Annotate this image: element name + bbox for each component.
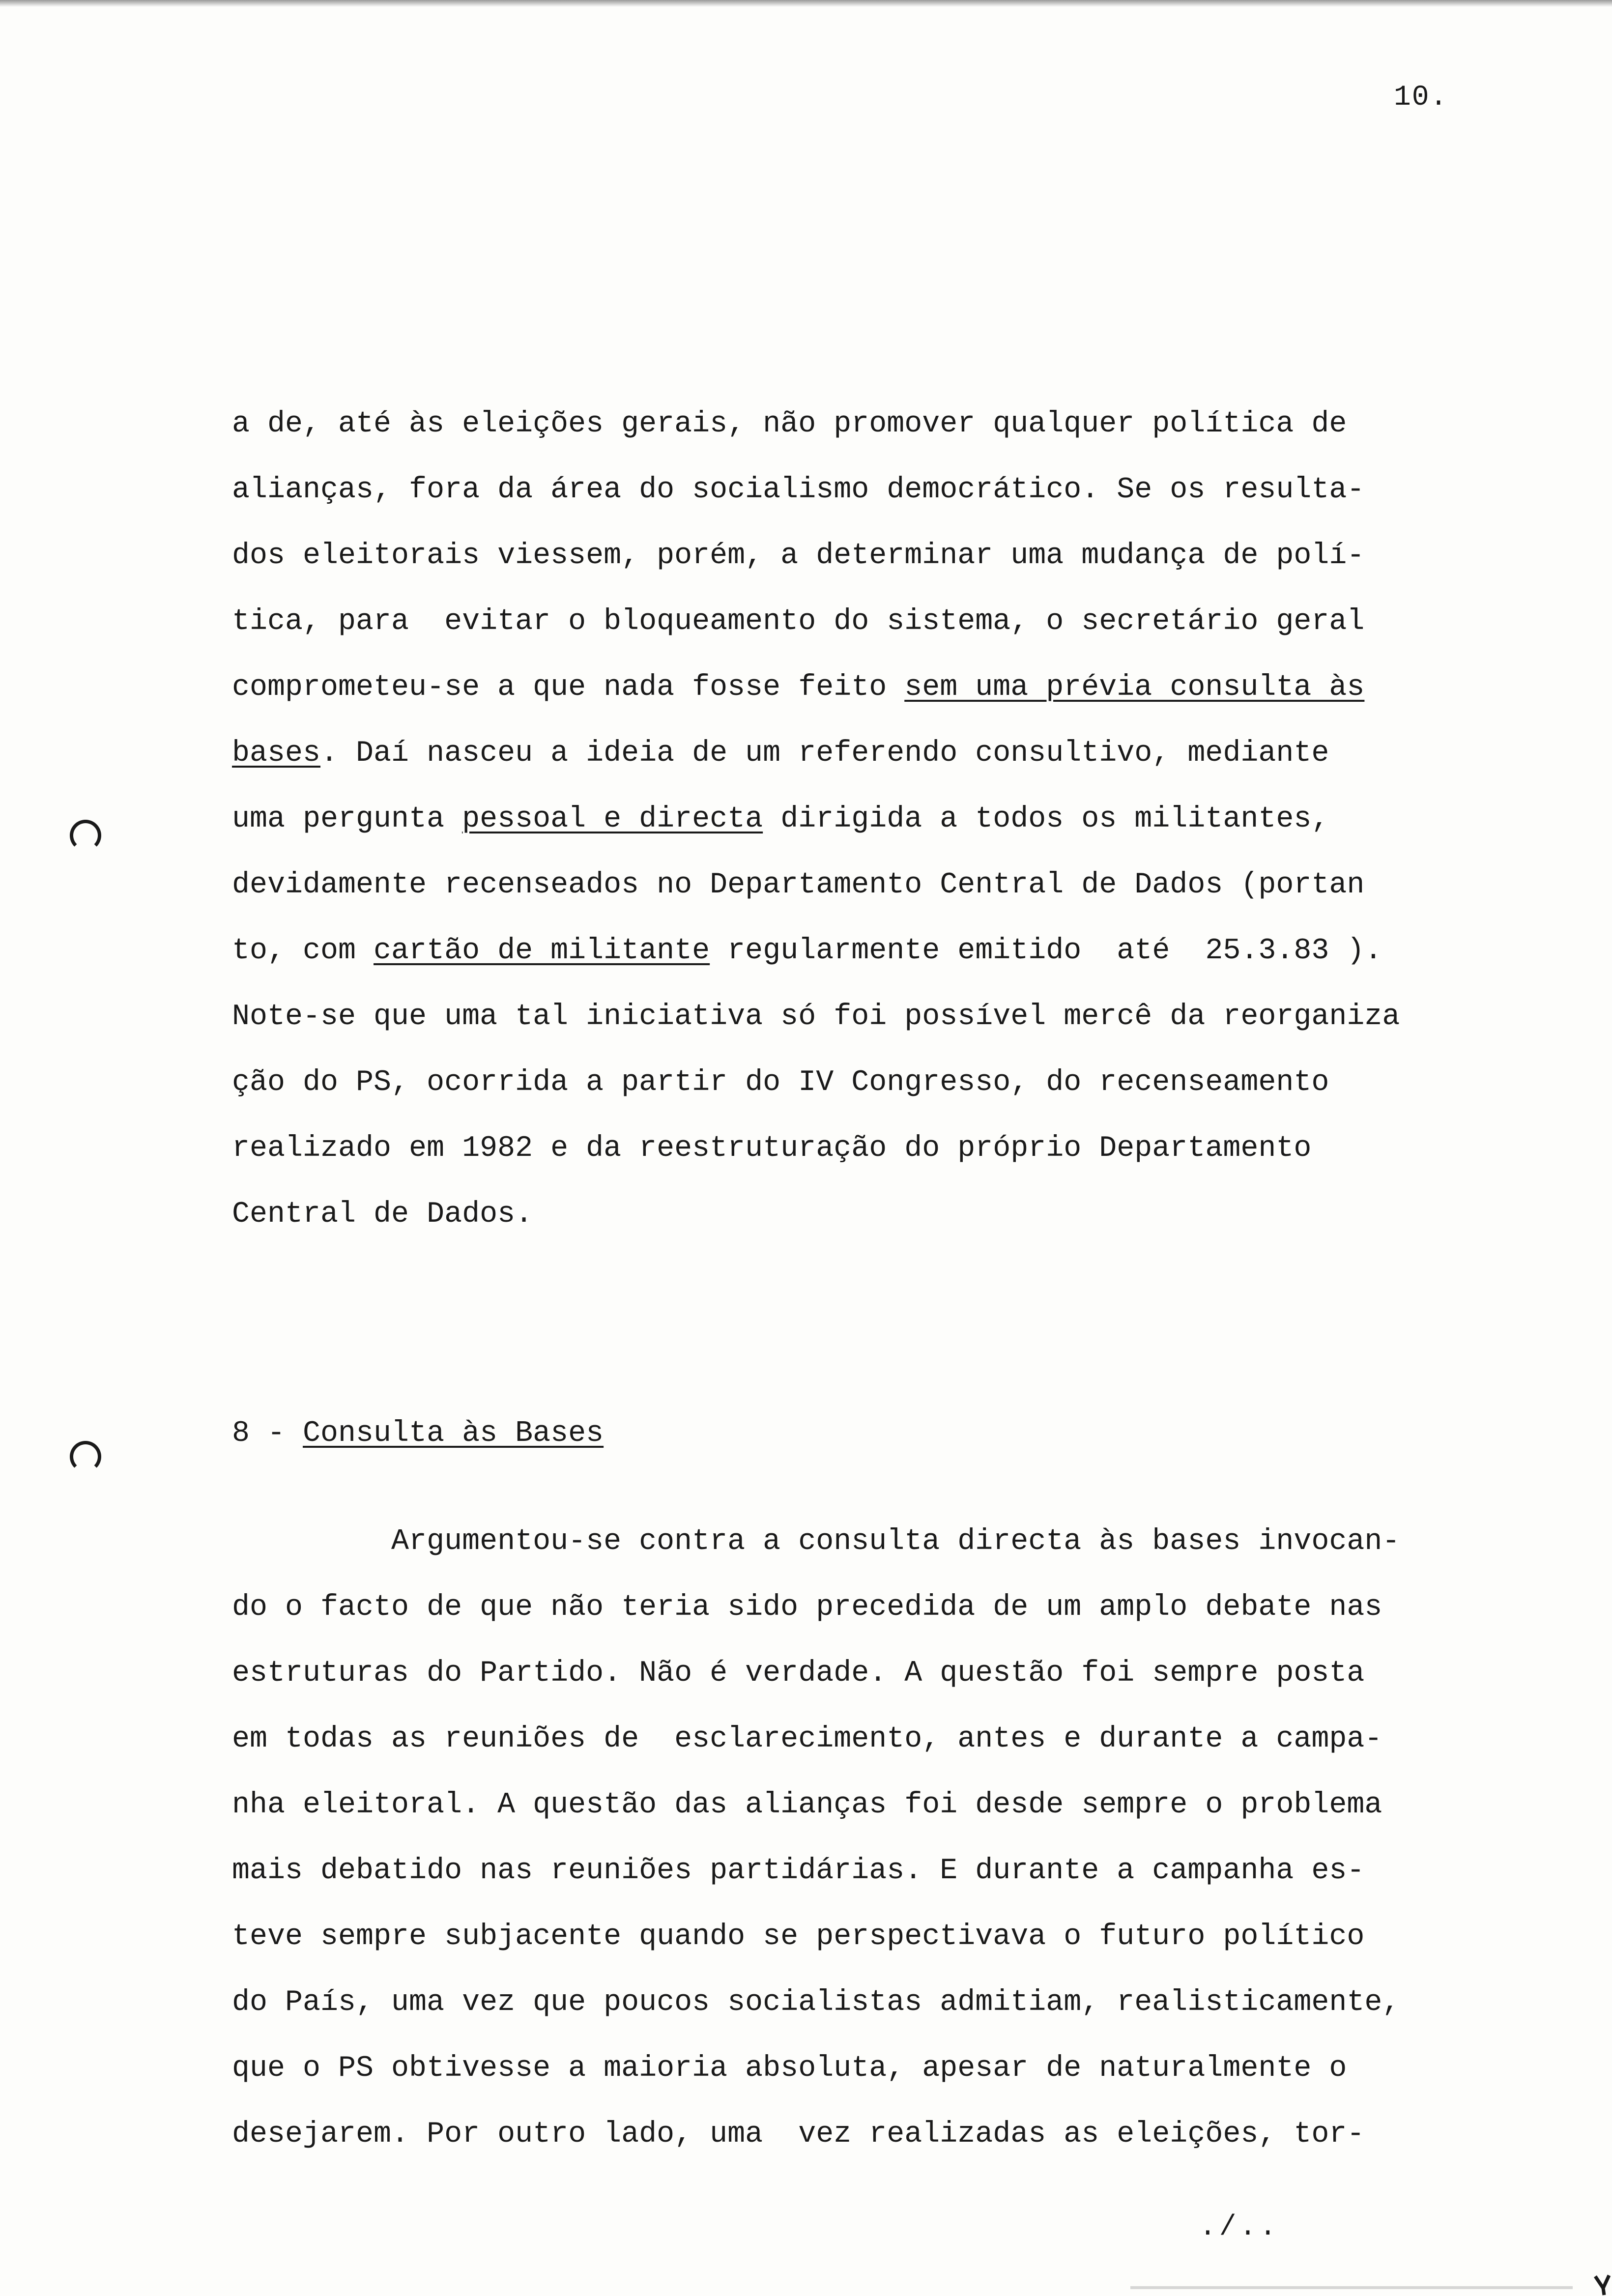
underlined-phrase: cartão de militante xyxy=(374,934,710,968)
text-line xyxy=(232,655,1400,720)
text-line: Central de Dados. xyxy=(232,1198,533,1231)
section-heading xyxy=(232,1401,604,1466)
section-title: Consulta às Bases xyxy=(303,1417,604,1450)
page-bottom-edge xyxy=(1130,2286,1573,2289)
text-segment: . Daí nasceu a ideia de um referendo consultivo, mediante xyxy=(320,737,1329,770)
text-line: alianças, fora da área do socialismo democrático. Se os resulta- xyxy=(232,473,1365,507)
underlined-phrase: pessoal e directa xyxy=(462,803,763,836)
text-line xyxy=(232,918,1400,984)
punch-hole-upper xyxy=(70,820,101,851)
text-line: ção do PS, ocorrida a partir do IV Congresso, do recenseamento xyxy=(232,1066,1329,1099)
text-line: realizado em 1982 e da reestruturação do próprio Departamento xyxy=(232,1132,1312,1165)
paragraph-alliances xyxy=(232,391,1400,1247)
text-segment: to, com xyxy=(232,934,374,968)
text-line: do o facto de que não teria sido precedida de um amplo debate nas xyxy=(232,1591,1382,1624)
text-line: que o PS obtivesse a maioria absoluta, apesar de naturalmente o xyxy=(232,2052,1347,2085)
section-number: 8 - xyxy=(232,1417,303,1450)
text-line: dos eleitorais viessem, porém, a determinar uma mudança de polí- xyxy=(232,539,1365,573)
text-line: do País, uma vez que poucos socialistas admitiam, realisticamente, xyxy=(232,1986,1400,2019)
text-segment: uma pergunta xyxy=(232,803,462,836)
pen-mark-icon xyxy=(1592,2273,1612,2296)
page-number: 10. xyxy=(1394,82,1448,114)
text-line xyxy=(232,720,1400,786)
text-line: nha eleitoral. A questão das alianças foi desde sempre o problema xyxy=(232,1788,1382,1822)
text-line: a de, até às eleições gerais, não promover qualquer política de xyxy=(232,407,1347,441)
underlined-phrase: bases xyxy=(232,737,321,770)
text-line: estruturas do Partido. Não é verdade. A questão foi sempre posta xyxy=(232,1657,1365,1690)
underlined-phrase: sem uma prévia consulta às xyxy=(904,671,1365,704)
text-segment: comprometeu-se a que nada fosse feito xyxy=(232,671,905,704)
text-line: Note-se que uma tal iniciativa só foi possível mercê da reorganiza xyxy=(232,1000,1400,1033)
page-top-edge xyxy=(0,0,1612,7)
text-line: teve sempre subjacente quando se perspectivava o futuro político xyxy=(232,1920,1365,1953)
text-line: desejarem. Por outro lado, uma vez realizadas as eleições, tor- xyxy=(232,2118,1365,2151)
paragraph-consultation xyxy=(232,1509,1400,2167)
punch-hole-lower xyxy=(70,1441,101,1472)
text-line: devidamente recenseados no Departamento Central de Dados (portan xyxy=(232,868,1365,902)
text-line: em todas as reuniões de esclarecimento, antes e durante a campa- xyxy=(232,1722,1382,1756)
text-segment: regularmente emitido até 25.3.83 ). xyxy=(710,934,1382,968)
text-line xyxy=(232,786,1400,852)
text-line: tica, para evitar o bloqueamento do sistema, o secretário geral xyxy=(232,605,1365,638)
text-line: Argumentou-se contra a consulta directa às bases invocan- xyxy=(232,1525,1400,1558)
text-line: mais debatido nas reuniões partidárias. E durante a campanha es- xyxy=(232,1854,1365,1888)
text-segment: dirigida a todos os militantes, xyxy=(763,803,1329,836)
continuation-mark: ./.. xyxy=(1199,2211,1280,2243)
